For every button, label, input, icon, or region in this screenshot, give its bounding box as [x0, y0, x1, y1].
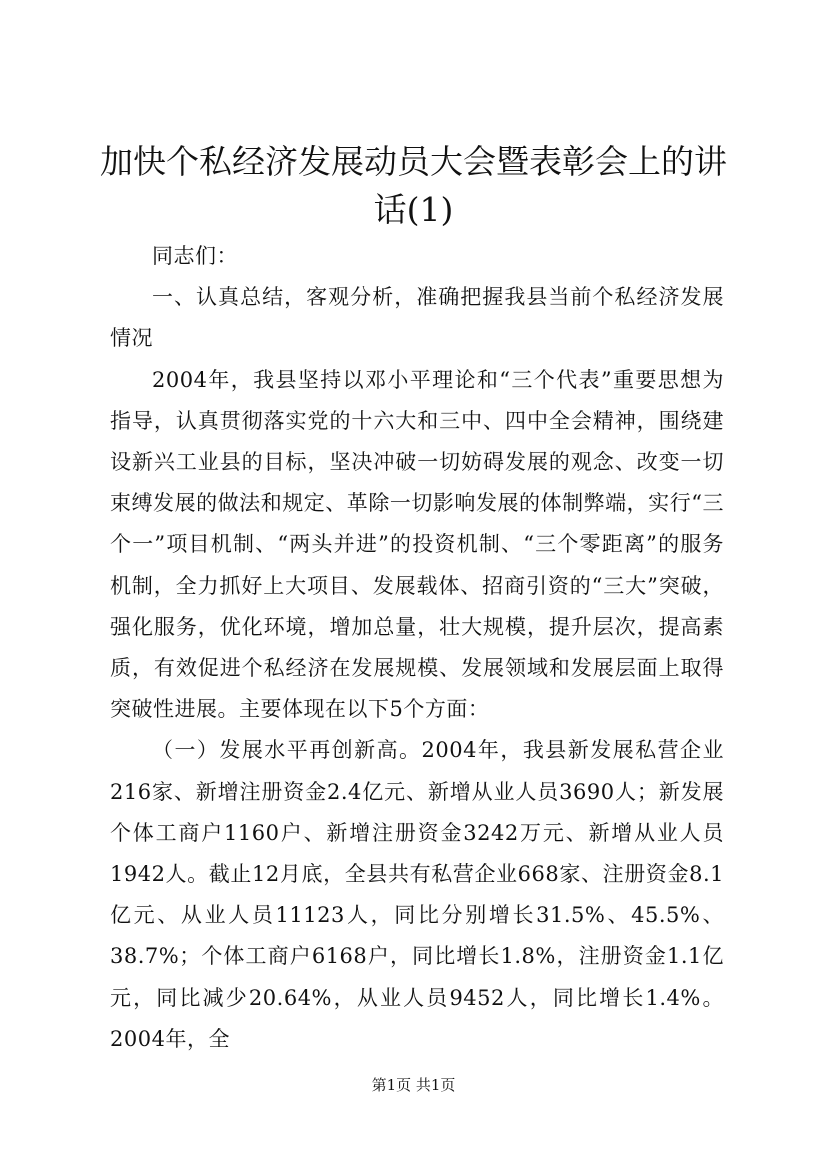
- body-paragraph: （一）发展水平再创新高。2004年，我县新发展私营企业216家、新增注册资金2.4亿元、新增从业人员3690人；新发展个体工商户1160户、新增注册资金3242万元、新增从业人员1942人。截止12月底，全县共有私营企业668家、注册资金8.1亿元、从业人员11123人，同比分别增长31.5%、45.5%、38.7%；个体工商户6168户，同比增长1.8%，注册资金1.1亿元，同比减少20.64%，从业人员9452人，同比增长1.4%。2004年，全: [110, 738, 724, 1051]
- document-title: 加快个私经济发展动员大会暨表彰会上的讲话(1): [100, 142, 727, 229]
- document-body: [110, 236, 724, 1060]
- page-footer: 第1页 共1页: [371, 1076, 456, 1094]
- section-heading: 一、认真总结，客观分析，准确把握我县当前个私经济发展情况: [110, 285, 724, 351]
- body-paragraph: 2004年，我县坚持以邓小平理论和“三个代表”重要思想为指导，认真贯彻落实党的十六大和三中、四中全会精神，围绕建设新兴工业县的目标，坚决冲破一切妨碍发展的观念、改变一切束缚发展的做法和规定、革除一切影响发展的体制弊端，实行“三个一”项目机制、“两头并进”的投资机制、“三个零距离”的服务机制，全力抓好上大项目、发展载体、招商引资的“三大”突破，强化服务，优化环境，增加总量，壮大规模，提升层次，提高素质，有效促进个私经济在发展规模、发展领域和发展层面上取得突破性进展。主要体现在以下5个方面：: [110, 367, 724, 722]
- salutation: 同志们：: [152, 244, 238, 268]
